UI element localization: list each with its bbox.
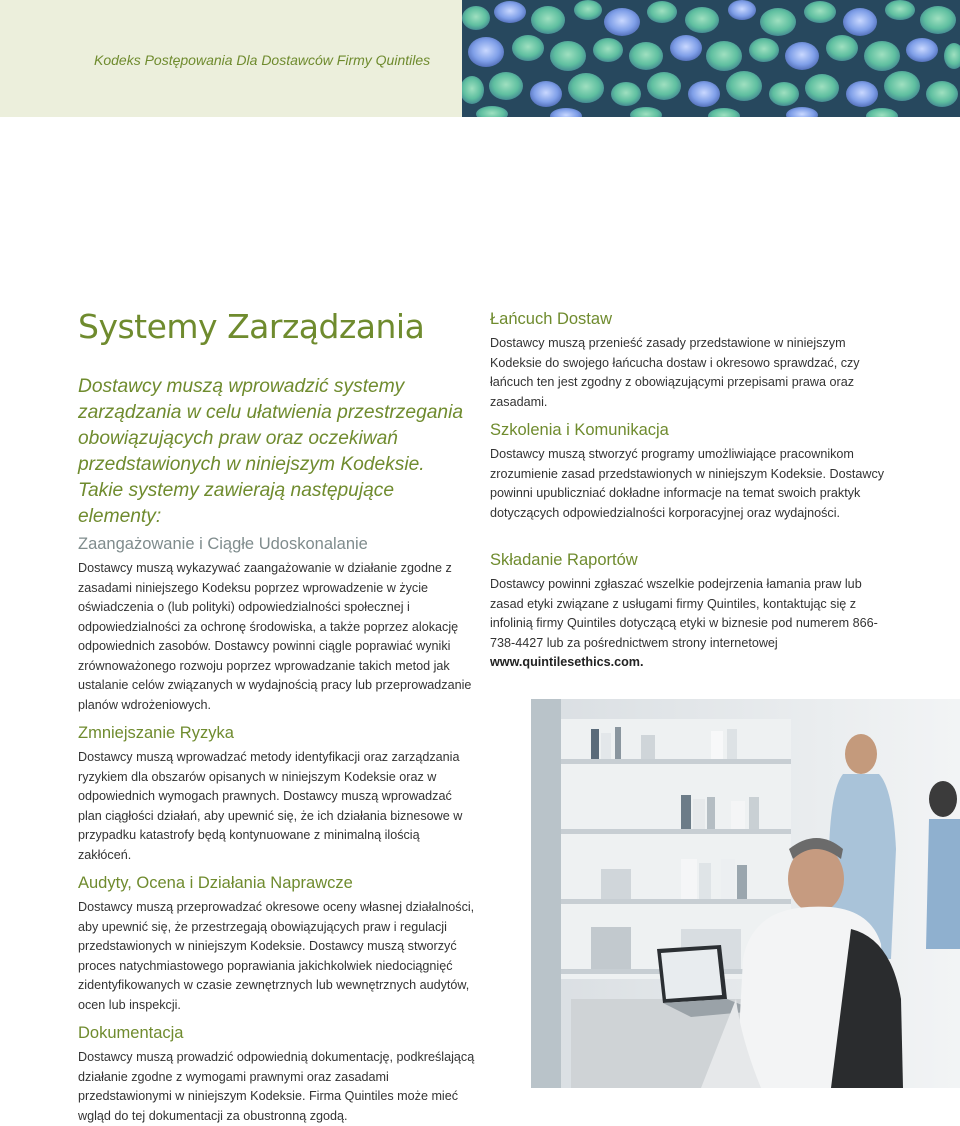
reporting-text: Dostawcy powinni zgłaszać wszelkie podejrzenia łamania praw lub zasad etyki związane z usługami firmy Quintiles, kontaktując się z infolinią firmy Quintiles dotyczącą etyki w biznesie pod numerem 866-738-4427 lub za pośrednictwem strony internetowej: [490, 577, 878, 650]
section-audits: [78, 874, 476, 1015]
section-reporting: [490, 551, 890, 673]
section-risk: [78, 724, 476, 865]
section-documentation: [78, 1024, 476, 1126]
section-commitment: [78, 535, 476, 715]
section-supply-chain: [490, 310, 890, 412]
section-heading: Dokumentacja: [78, 1024, 184, 1042]
section-body: Dostawcy muszą wprowadzać metody identyfikacji oraz zarządzania ryzykiem dla obszarów opisanych w niniejszym Kodeksie oraz w odpowiednich wymogach prawnych. Dostawcy muszą wprowadzać plan ciągłości działań, aby upewnić się, że ich działania biznesowe w przypadku katastrofy będą kontynuowane z minimalną ilością zakłóceń.: [78, 750, 463, 862]
office-scene-image: [531, 699, 960, 1088]
intro-paragraph: Dostawcy muszą wprowadzić systemy zarządzania w celu ułatwienia przestrzegania obowiązujących praw oraz oczekiwań przedstawionych w niniejszym Kodeksie. Takie systemy zawierają następujące elementy:: [78, 376, 464, 527]
header-decorative-image: [462, 0, 960, 117]
section-body: Dostawcy muszą przenieść zasady przedstawione w niniejszym Kodeksie do swojego łańcucha dostaw i okresowo sprawdzać, czy łańcuch ten jest zgodny z obowiązującymi przepisami prawa oraz zasadami.: [490, 336, 860, 409]
section-heading: Zaangażowanie i Ciągłe Udoskonalanie: [78, 535, 368, 553]
section-body: Dostawcy muszą wykazywać zaangażowanie w działanie zgodne z zasadami niniejszego Kodeksu poprzez wprowadzenie w życie oświadczenia o (lub polityki) odpowiedzialności społecznej i odpowiedzialności za ochronę środowiska, a także poprzez alokację odpowiednich zasobów. Dostawcy powinni ciągle poprawiać wyniki zrównoważonego rozwoju poprzez wprowadzanie takich metod jak ustalanie celów związanych w wydajnością pracy lub przeprowadzanie planów wdrożeniowych.: [78, 561, 472, 712]
page-title: Systemy Zarządzania: [78, 307, 425, 346]
section-body: Dostawcy muszą prowadzić odpowiednią dokumentację, podkreślającą działanie zgodne z wymogami prawnymi oraz zasadami przedstawionymi w niniejszym Kodeksie. Firma Quintiles może mieć wgląd do tej dokumentacji za obustronną zgodą.: [78, 1050, 475, 1123]
document-title: Kodeks Postępowania Dla Dostawców Firmy Quintiles: [94, 52, 431, 68]
cell-pattern-image: [462, 0, 960, 117]
section-heading: Szkolenia i Komunikacja: [490, 421, 669, 439]
section-heading: Audyty, Ocena i Działania Naprawcze: [78, 874, 353, 892]
section-body: Dostawcy muszą stworzyć programy umożliwiające pracownikom zrozumienie zasad przedstawionych w niniejszym Kodeksie. Dostawcy powinni upubliczniać dokładne informacje na temat swoich praktyk dotyczących odpowiedzialności korporacyjnej oraz wydajności.: [490, 447, 885, 520]
office-photo: [531, 699, 960, 1088]
section-body: Dostawcy muszą przeprowadzać okresowe oceny własnej działalności, aby upewnić się, że przestrzegają obowiązujących praw i regulacji przedstawionych w niniejszym Kodeksie. Dostawcy muszą stworzyć proces natychmiastowego poprawiania jakichkolwiek niedociągnięć zidentyfikowanych w czasie zewnętrznych lub wewnętrznych audytów, ocen lub inspekcji.: [78, 900, 475, 1012]
ethics-website-link[interactable]: www.quintilesethics.com.: [490, 655, 644, 669]
section-heading: Łańcuch Dostaw: [490, 310, 612, 328]
section-training: [490, 421, 890, 523]
section-heading: Składanie Raportów: [490, 551, 638, 569]
section-heading: Zmniejszanie Ryzyka: [78, 724, 234, 742]
section-body: [490, 575, 890, 673]
header-band: [0, 0, 462, 117]
